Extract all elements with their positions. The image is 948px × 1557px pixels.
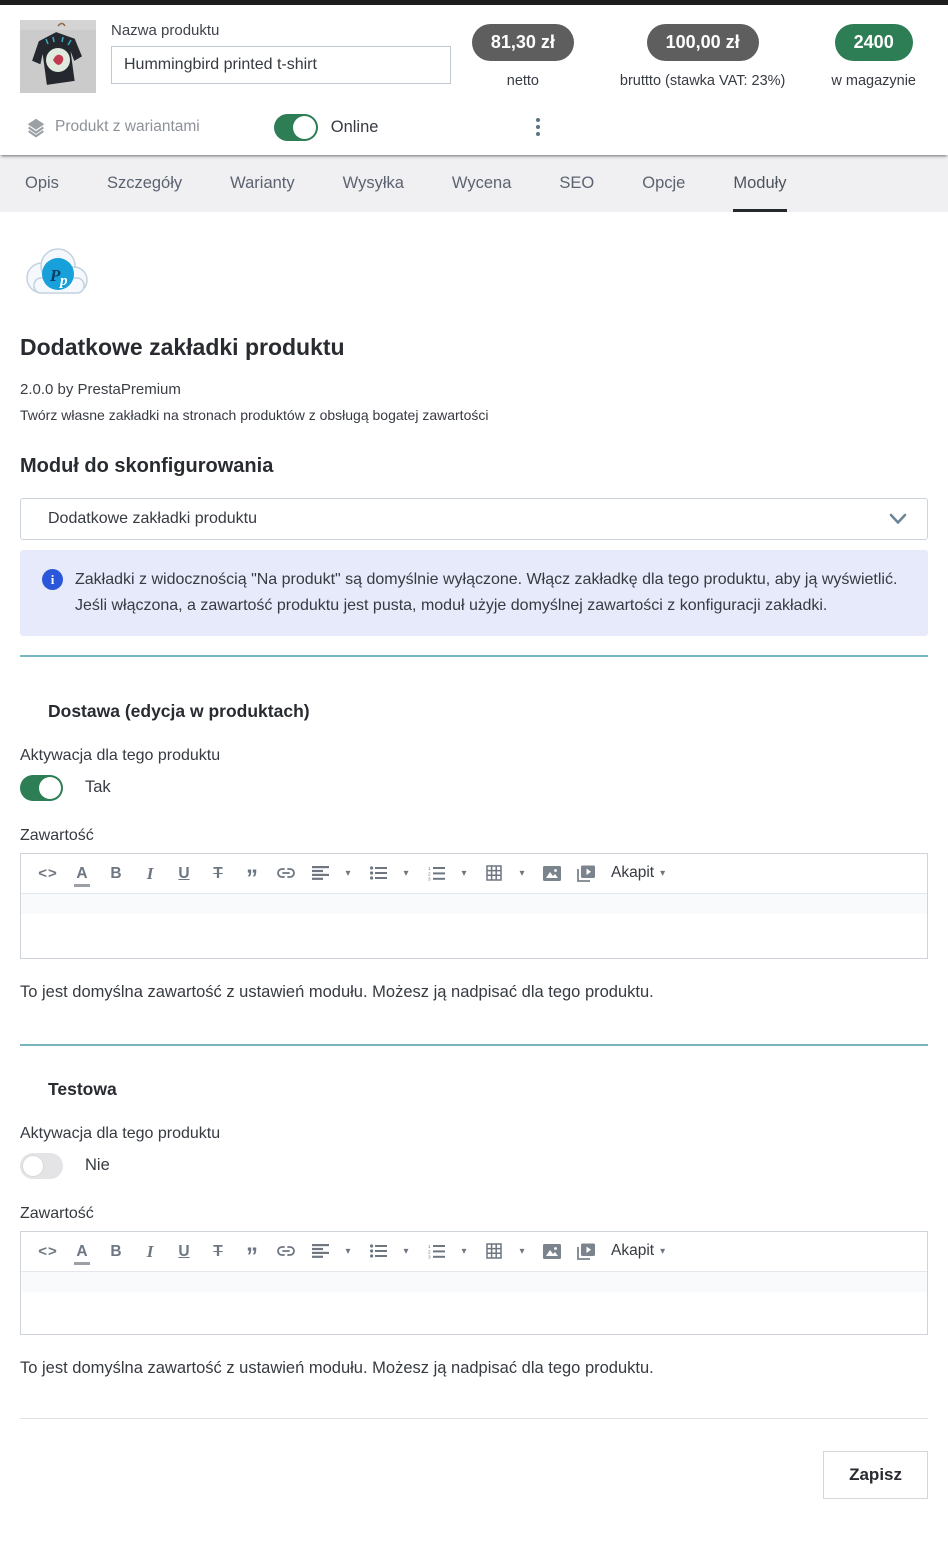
toggle-knob [39, 777, 61, 799]
bullet-list-icon[interactable] [365, 858, 391, 888]
numbered-list-icon[interactable] [423, 1236, 449, 1266]
italic-icon[interactable]: I [146, 1241, 154, 1261]
paragraph-caret-icon: ▾ [660, 867, 666, 879]
rich-text-editor-testowa [20, 1231, 928, 1335]
code-icon[interactable]: <> [38, 864, 58, 882]
info-alert-text: Zakładki z widocznością "Na produkt" są domyślnie wyłączone. Włącz zakładkę dla tego produktu, aby ją wyświetlić. Jeśli włączona, a zawartość produktu jest pusta, moduł użyje domyślnej zawartości z konfiguracji zakładki. [75, 571, 898, 614]
numbered-list-caret-icon[interactable]: ▾ [461, 1245, 467, 1257]
rich-text-editor-dostawa [20, 853, 928, 959]
image-icon[interactable] [539, 1236, 565, 1266]
paragraph-format-dropdown[interactable]: Akapit ▾ [611, 864, 666, 882]
svg-text:P: P [50, 266, 61, 285]
strikethrough-icon[interactable]: T [213, 864, 223, 882]
media-icon[interactable] [573, 858, 599, 888]
table-icon[interactable] [481, 1236, 507, 1266]
product-header [0, 5, 948, 155]
kebab-menu-icon[interactable] [530, 114, 546, 140]
bold-icon[interactable]: B [110, 864, 122, 882]
editor-help-text: To jest domyślna zawartość z ustawień modułu. Możesz ją nadpisać dla tego produktu. [20, 982, 654, 1001]
paragraph-caret-icon: ▾ [660, 1245, 666, 1257]
tab-moduly[interactable]: Moduły [733, 155, 786, 212]
tab-opis[interactable]: Opis [25, 174, 59, 192]
product-thumbnail [20, 20, 96, 93]
bold-icon[interactable]: B [110, 1242, 122, 1260]
blockquote-icon[interactable]: ” [246, 864, 258, 892]
price-netto-block [472, 24, 574, 89]
online-status-label: Online [330, 117, 379, 136]
svg-text:p: p [60, 273, 68, 289]
product-name-input[interactable] [111, 46, 451, 84]
text-color-icon[interactable]: A [76, 1242, 88, 1260]
chevron-down-icon [889, 513, 907, 525]
underline-icon[interactable]: U [178, 1242, 190, 1260]
blockquote-icon[interactable]: ” [246, 1242, 258, 1270]
tab-seo[interactable]: SEO [559, 174, 595, 192]
code-icon[interactable]: <> [38, 1242, 58, 1260]
toggle-knob [22, 1155, 44, 1177]
info-icon: i [42, 569, 63, 590]
online-toggle[interactable] [274, 114, 318, 141]
link-icon[interactable] [273, 1236, 299, 1266]
section-title-dostawa: Dostawa (edycja w produktach) [48, 700, 310, 721]
module-description: Twórz własne zakładki na stronach produktów z obsługą bogatej zawartości [20, 407, 489, 423]
module-select[interactable] [20, 498, 928, 540]
text-color-icon[interactable]: A [76, 864, 88, 882]
layers-icon [25, 116, 47, 138]
toggle-knob [293, 116, 316, 139]
svg-text:3: 3 [427, 876, 431, 881]
editor-toolbar [21, 1232, 927, 1272]
align-icon[interactable] [307, 858, 333, 888]
info-alert [20, 550, 928, 636]
product-type-indicator [25, 116, 200, 138]
link-icon[interactable] [273, 858, 299, 888]
activation-label: Aktywacja dla tego produktu [20, 746, 221, 764]
brutto-caption: bruttto (stawka VAT: 23%) [619, 73, 786, 89]
save-button[interactable]: Zapisz [823, 1451, 928, 1499]
align-caret-icon[interactable]: ▾ [345, 1245, 351, 1257]
stock-block [831, 24, 916, 89]
editor-content-area-dostawa[interactable] [21, 894, 927, 958]
module-version: 2.0.0 by PrestaPremium [20, 381, 181, 398]
product-tabbar [0, 155, 948, 212]
netto-caption: netto [506, 73, 539, 89]
tab-wysylka[interactable]: Wysyłka [342, 174, 404, 192]
svg-text:1: 1 [427, 1243, 431, 1249]
activation-toggle-dostawa[interactable] [20, 775, 63, 801]
svg-text:2: 2 [427, 871, 431, 877]
stock-badge: 2400 [835, 24, 913, 61]
activation-label: Aktywacja dla tego produktu [20, 1124, 221, 1142]
teal-divider [20, 1044, 928, 1046]
align-icon[interactable] [307, 1236, 333, 1266]
strikethrough-icon[interactable]: T [213, 1242, 223, 1260]
svg-text:1: 1 [427, 865, 431, 871]
underline-icon[interactable]: U [178, 864, 190, 882]
paragraph-format-dropdown[interactable]: Akapit ▾ [611, 1242, 666, 1260]
bullet-list-caret-icon[interactable]: ▾ [403, 1245, 409, 1257]
module-title: Dodatkowe zakładki produktu [20, 334, 345, 360]
tab-szczegoly[interactable]: Szczegóły [106, 174, 183, 192]
brutto-price-badge: 100,00 zł [647, 24, 759, 61]
numbered-list-caret-icon[interactable]: ▾ [461, 867, 467, 879]
bullet-list-caret-icon[interactable]: ▾ [403, 867, 409, 879]
bullet-list-icon[interactable] [365, 1236, 391, 1266]
section-title-testowa: Testowa [48, 1078, 117, 1099]
numbered-list-icon[interactable] [423, 858, 449, 888]
price-brutto-block [620, 24, 785, 89]
tab-opcje[interactable]: Opcje [642, 174, 686, 192]
gray-divider [20, 1418, 928, 1419]
module-logo-cloud-icon [20, 242, 92, 304]
editor-toolbar [21, 854, 927, 894]
editor-content-area-testowa[interactable] [21, 1272, 927, 1334]
stock-caption: w magazynie [831, 73, 916, 89]
teal-divider [20, 655, 928, 657]
media-icon[interactable] [573, 1236, 599, 1266]
tab-warianty[interactable]: Warianty [230, 174, 295, 192]
table-icon[interactable] [481, 858, 507, 888]
svg-text:3: 3 [427, 1254, 431, 1259]
tab-wycena[interactable]: Wycena [451, 174, 512, 192]
activation-toggle-testowa[interactable] [20, 1153, 63, 1179]
italic-icon[interactable]: I [146, 863, 154, 883]
variant-label: Produkt z wariantami [55, 118, 200, 135]
align-caret-icon[interactable]: ▾ [345, 867, 351, 879]
content-label: Zawartość [20, 1204, 94, 1222]
svg-text:2: 2 [427, 1249, 431, 1255]
price-summary [472, 24, 928, 89]
product-name-label: Nazwa produktu [111, 22, 220, 39]
content-label: Zawartość [20, 826, 94, 844]
toggle-state-label: Nie [85, 1156, 110, 1175]
module-select-value: Dodatkowe zakładki produktu [48, 510, 258, 527]
image-icon[interactable] [539, 858, 565, 888]
toggle-state-label: Tak [85, 778, 111, 797]
table-caret-icon[interactable]: ▾ [519, 1245, 525, 1257]
editor-help-text: To jest domyślna zawartość z ustawień modułu. Możesz ją nadpisać dla tego produktu. [20, 1358, 654, 1377]
table-caret-icon[interactable]: ▾ [519, 867, 525, 879]
netto-price-badge: 81,30 zł [472, 24, 574, 61]
config-heading: Moduł do skonfigurowania [20, 455, 274, 477]
